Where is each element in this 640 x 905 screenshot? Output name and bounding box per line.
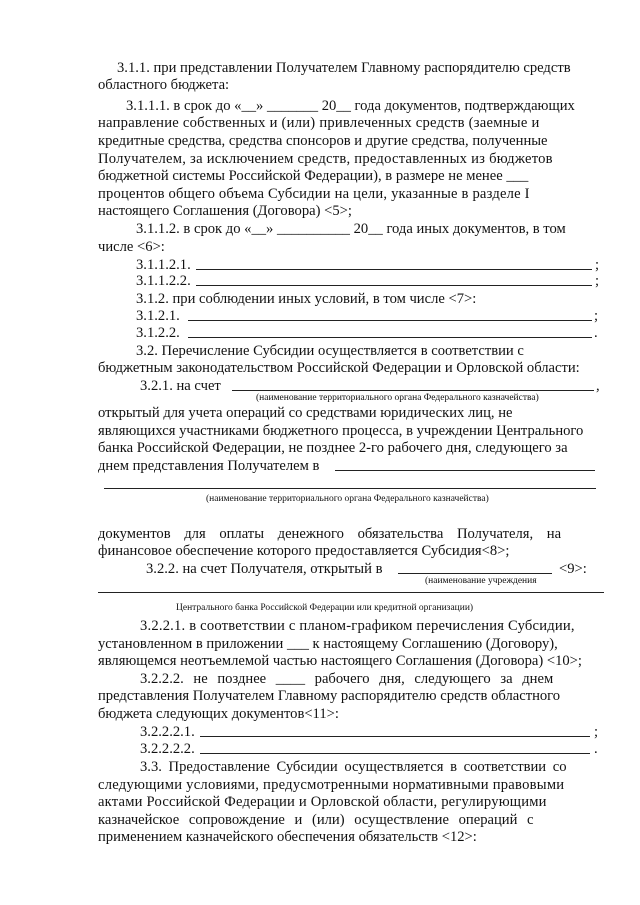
p-3-1-1-1-line-1: 3.1.1.1. в срок до «__» _______ 20__ года документов, подтверждающих xyxy=(126,98,575,114)
p-3-1-1-1-line-3: кредитные средства, средства спонсоров и другие средства, полученные xyxy=(98,133,548,149)
caption-federal-treasury: (наименование территориального органа Федерального казначейства) xyxy=(256,393,539,403)
fill-line xyxy=(188,320,592,321)
p-3-2-2-1-line-1: 3.2.2.1. в соответствии с планом-графиком перечисления Субсидии, xyxy=(140,618,575,634)
p-3-2-2-end: <9>: xyxy=(559,561,587,577)
fill-line xyxy=(188,337,592,338)
caption-federal-treasury-2: (наименование территориального органа Федерального казначейства) xyxy=(206,494,489,504)
item-3-1-1-2-1-label: 3.1.1.2.1. xyxy=(136,257,191,273)
p-3-2-2-2-line-3: бюджета следующих документов<11>: xyxy=(98,706,339,722)
item-3-1-1-2-2-end: ; xyxy=(595,273,600,289)
p-3-2-1-line-5: днем представления Получателем в xyxy=(98,458,320,474)
p-3-2-1-line-3: являющихся участниками бюджетного процесса, в учреждении Центрального xyxy=(98,423,584,439)
p-3-1-2-line-1: 3.1.2. при соблюдении иных условий, в том числе <7>: xyxy=(136,291,477,307)
fill-line xyxy=(232,390,594,391)
p-3-1-1-2-line-2: числе <6>: xyxy=(98,239,165,255)
p-3-2-1-label: 3.2.1. на счет xyxy=(140,378,221,394)
item-3-1-1-2-2-label: 3.1.1.2.2. xyxy=(136,273,191,289)
caption-institution: (наименование учреждения xyxy=(425,576,537,586)
item-3-1-2-1-label: 3.1.2.1. xyxy=(136,308,180,324)
item-3-1-2-2-label: 3.1.2.2. xyxy=(136,325,180,341)
p-3-2-1-line-2: открытый для учета операций со средствами юридических лиц, не xyxy=(98,405,513,421)
p-3-1-1-1-line-5: бюджетной системы Российской Федерации), в размере не менее ___ xyxy=(98,168,529,184)
fill-line xyxy=(200,753,590,754)
item-3-2-2-2-2-end: . xyxy=(594,741,598,757)
fill-line xyxy=(196,285,592,286)
p-3-3-line-3: актами Российской Федерации и Орловской области, регулирующими xyxy=(98,794,547,810)
p-3-1-1-1-line-6: процентов общего объема Субсидии на цели, указанные в разделе I xyxy=(98,186,530,202)
fill-line xyxy=(196,269,592,270)
p-3-1-1-2-line-1: 3.1.1.2. в срок до «__» __________ 20__ года иных документов, в том xyxy=(136,221,566,237)
item-3-2-2-2-1-end: ; xyxy=(594,724,599,740)
item-3-1-2-2-end: . xyxy=(594,325,598,341)
p-3-2-2-label: 3.2.2. на счет Получателя, открытый в xyxy=(146,561,383,577)
caption-central-bank: Центрального банка Российской Федерации или кредитной организации) xyxy=(176,603,474,613)
p-3-2-2-2-line-2: представления Получателем Главному распорядителю средств областного xyxy=(98,688,561,704)
p-3-2-2-2-line-1: 3.2.2.2. не позднее ____ рабочего дня, следующего за днем xyxy=(140,671,554,687)
p-3-2-2-1-line-2: установленном в приложении ___ к настоящему Соглашению (Договору), xyxy=(98,636,558,652)
p-3-2-1-line-7: финансовое обеспечение которого предоставляется Субсидия<8>; xyxy=(98,543,510,559)
item-3-2-2-2-1-label: 3.2.2.2.1. xyxy=(140,724,195,740)
p-3-2-1-end: , xyxy=(596,378,600,394)
p-3-2-1-line-6: документов для оплаты денежного обязательства Получателя, на xyxy=(98,526,562,542)
item-3-1-1-2-1-end: ; xyxy=(595,257,600,273)
item-3-1-2-1-end: ; xyxy=(594,308,599,324)
p-3-3-line-1: 3.3. Предоставление Субсидии осуществляется в соответствии со xyxy=(140,759,567,775)
fill-line xyxy=(335,470,595,471)
p-3-2-1-line-4: банка Российской Федерации, не позднее 2-го рабочего дня, следующего за xyxy=(98,440,568,456)
item-3-2-2-2-2-label: 3.2.2.2.2. xyxy=(140,741,195,757)
p-3-1-1-1-line-2: направление собственных и (или) привлеченных средств (заемные и xyxy=(98,115,540,131)
p-3-2-line-1: 3.2. Перечисление Субсидии осуществляется в соответствии с xyxy=(136,343,524,359)
fill-line xyxy=(104,488,596,489)
p-3-2-2-1-line-3: являющемся неотъемлемой частью настоящего Соглашения (Договора) <10>; xyxy=(98,653,582,669)
p-3-3-line-4: казначейское сопровождение и (или) осуществление операций с xyxy=(98,812,534,828)
fill-line xyxy=(98,592,604,593)
fill-line xyxy=(200,736,590,737)
p-3-3-line-5: применением казначейского обеспечения обязательств <12>: xyxy=(98,829,477,845)
p-3-2-line-2: бюджетным законодательством Российской Федерации и Орловской области: xyxy=(98,360,580,376)
p-3-3-line-2: следующими условиями, предусмотренными нормативными правовыми xyxy=(98,777,565,793)
p-3-1-1-line-2: областного бюджета: xyxy=(98,77,230,93)
p-3-1-1-1-line-4: Получателем, за исключением средств, предоставленных из бюджетов xyxy=(98,151,553,167)
p-3-1-1-1-line-7: настоящего Соглашения (Договора) <5>; xyxy=(98,203,352,219)
fill-line xyxy=(398,573,552,574)
p-3-1-1-line-1: 3.1.1. при представлении Получателем Главному распорядителю средств xyxy=(117,60,571,76)
